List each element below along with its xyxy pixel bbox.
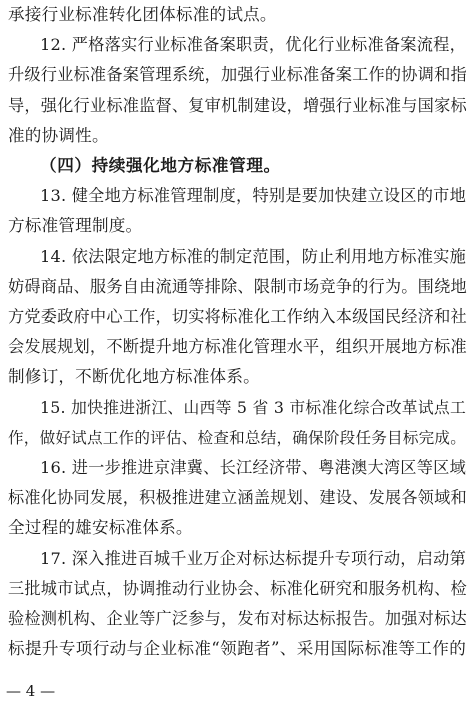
paragraph-14-line-2: 妨碍商品、服务自由流通等排除、限制市场竞争的行为。围绕地 (8, 276, 467, 296)
paragraph-15-line-1: 15. 加快推进浙江、山西等 5 省 3 市标准化综合改革试点工 (40, 397, 466, 417)
paragraph-16-line-3: 全过程的雄安标准体系。 (8, 518, 193, 538)
paragraph-14-line-4: 会发展规划，不断提升地方标准化管理水平，组织开展地方标准 (8, 337, 467, 357)
page-number: — 4 — (6, 682, 56, 700)
paragraph-12-line-1: 12. 严格落实行业标准备案职责，优化行业标准备案流程， (40, 35, 466, 55)
paragraph-12-line-2: 升级行业标准备案管理系统，加强行业标准备案工作的协调和指 (8, 65, 467, 85)
paragraph-14-line-1: 14. 依法限定地方标准的制定范围，防止利用地方标准实施 (40, 246, 466, 266)
paragraph-13-line-1: 13. 健全地方标准管理制度，特别是要加快建立设区的市地 (40, 186, 466, 206)
text-line: 承接行业标准转化团体标准的试点。 (8, 5, 277, 24)
paragraph-17-line-1: 17. 深入推进百城千业万企对标达标提升专项行动，启动第 (40, 548, 466, 568)
paragraph-17-line-4: 标提升专项行动与企业标准“领跑者”、采用国际标准等工作的 (8, 639, 466, 659)
paragraph-15-line-2: 作，做好试点工作的评估、检查和总结，确保阶段任务目标完成。 (8, 428, 467, 447)
paragraph-12-line-3: 导，强化行业标准监督、复审机制建设，增强行业标准与国家标 (8, 95, 467, 115)
paragraph-17-line-2: 三批城市试点，协调推动行业协会、标准化研究和服务机构、检 (8, 578, 467, 598)
paragraph-14-line-5: 制修订，不断优化地方标准体系。 (8, 367, 260, 387)
paragraph-12-line-4: 准的协调性。 (8, 125, 109, 145)
paragraph-14-line-3: 方党委政府中心工作，切实将标准化工作纳入本级国民经济和社 (8, 307, 467, 326)
paragraph-13-line-2: 方标准管理制度。 (8, 216, 143, 236)
section-heading: （四）持续强化地方标准管理。 (40, 156, 281, 175)
paragraph-16-line-2: 标准化协同发展，积极推进建立涵盖规划、建设、发展各领域和 (8, 488, 467, 508)
paragraph-16-line-1: 16. 进一步推进京津冀、长江经济带、粤港澳大湾区等区域 (40, 458, 466, 477)
paragraph-17-line-3: 验检测机构、企业等广泛参与，发布对标达标报告。加强对标达 (8, 609, 467, 628)
